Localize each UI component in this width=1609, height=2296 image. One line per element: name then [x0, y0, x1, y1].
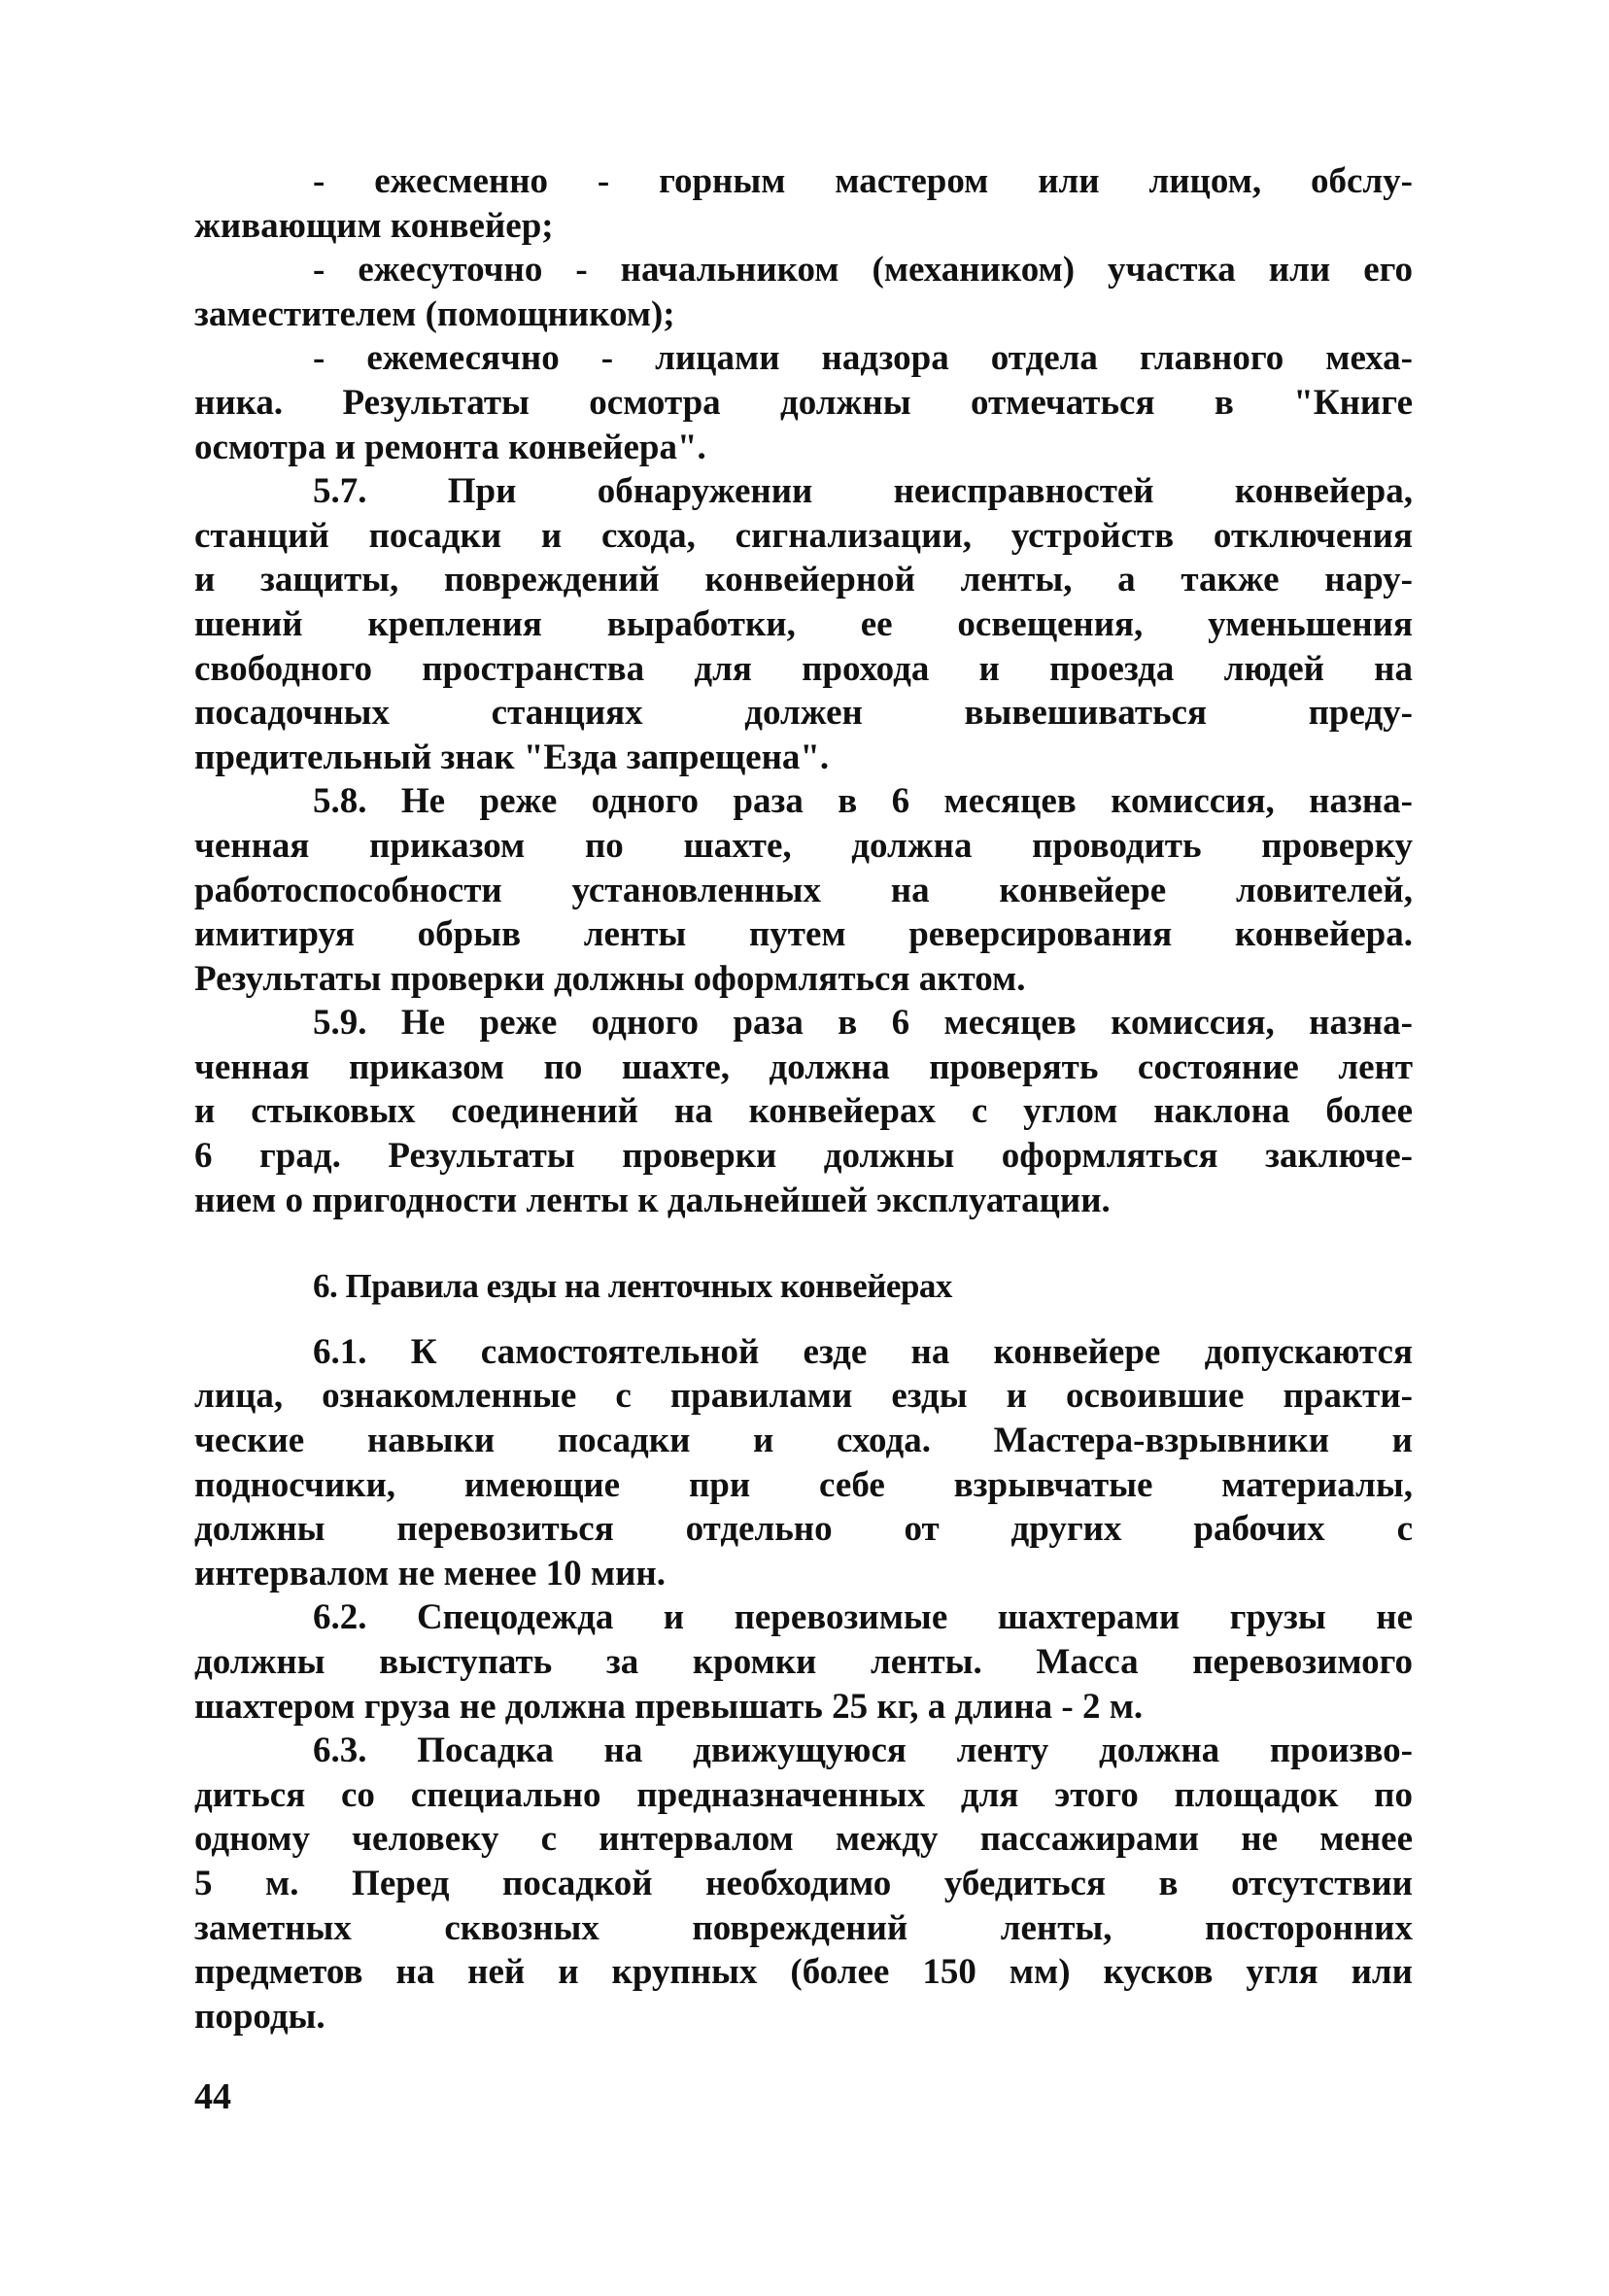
text-line: живающим конвейер; [194, 205, 554, 246]
text-line: Результаты проверки должны оформляться актом. [194, 958, 1026, 999]
text-line: 5 м. Перед посадкой необходимо убедиться в отсутствии [194, 1863, 1413, 1903]
text-line: 6.2. Спецодежда и перевозимые шахтерами грузы не [313, 1597, 1413, 1638]
text-line: нием о пригодности ленты к дальнейшей эксплуатации. [194, 1180, 1111, 1220]
paragraph [194, 779, 1413, 1001]
text-line: интервалом не менее 10 мин. [194, 1553, 666, 1593]
text-line: и защиты, повреждений конвейерной ленты, а также нару- [194, 560, 1413, 600]
text-line: свободного пространства для прохода и проезда людей на [194, 648, 1413, 689]
section-heading: 6. Правила езды на ленточных конвейерах [313, 1267, 952, 1306]
text-line: осмотра и ремонта конвейера". [194, 427, 706, 467]
paragraph [194, 336, 1413, 469]
text-line: одному человеку с интервалом между пассажирами не менее [194, 1819, 1413, 1860]
section-6-paragraphs [194, 1330, 1413, 2039]
paragraphs-before-section [194, 159, 1413, 1222]
text-line: подносчики, имеющие при себе взрывчатые материалы, [194, 1464, 1413, 1505]
text-line: ника. Результаты осмотра должны отмечаться в "Книге [194, 382, 1413, 423]
paragraph [194, 469, 1413, 779]
text-line: должны выступать за кромки ленты. Масса перевозимого [194, 1642, 1413, 1682]
text-line: 6.3. Посадка на движущуюся ленту должна произво- [313, 1731, 1413, 1771]
text-line: станций посадки и схода, сигнализации, устройств отключения [194, 515, 1413, 556]
text-line: лица, ознакомленные с правилами езды и освоившие практи- [194, 1376, 1413, 1417]
text-line: 6 град. Результаты проверки должны оформляться заключе- [194, 1136, 1413, 1177]
paragraph [194, 1330, 1413, 1596]
text-line: шахтером груза не должна превышать 25 кг, а длина - 2 м. [194, 1686, 1144, 1727]
document-page [194, 159, 1413, 2120]
page-number: 44 [194, 2076, 231, 2118]
text-line: 5.7. При обнаружении неисправностей конвейера, [313, 471, 1413, 512]
text-line: имитируя обрыв ленты путем реверсирования конвейера. [194, 914, 1413, 955]
paragraph [194, 1001, 1413, 1222]
text-line: заметных сквозных повреждений ленты, посторонних [194, 1907, 1413, 1948]
paragraph [194, 1595, 1413, 1729]
text-line: посадочных станциях должен вывешиваться преду- [194, 693, 1413, 734]
text-line: ченная приказом по шахте, должна проверять состояние лент [194, 1046, 1413, 1087]
text-line: породы. [194, 1996, 325, 2037]
text-line: и стыковых соединений на конвейерах с углом наклона более [194, 1091, 1413, 1132]
text-line: ческие навыки посадки и схода. Мастера-взрывники и [194, 1421, 1413, 1461]
text-line: 5.8. Не реже одного раза в 6 месяцев комиссия, назна- [313, 781, 1413, 822]
text-line: предметов на ней и крупных (более 150 мм) кусков угля или [194, 1952, 1413, 1993]
paragraph [194, 1729, 1413, 2039]
text-line: 5.9. Не реже одного раза в 6 месяцев комиссия, назна- [313, 1003, 1413, 1044]
text-line: должны перевозиться отдельно от других рабочих с [194, 1509, 1413, 1550]
text-line: - ежесменно - горным мастером или лицом, обслу- [313, 161, 1413, 201]
text-line: - ежемесячно - лицами надзора отдела главного меха- [313, 338, 1413, 379]
text-line: предительный знак "Езда запрещена". [194, 737, 830, 777]
text-line: работоспособности установленных на конвейере ловителей, [194, 870, 1413, 910]
text-line: шений крепления выработки, ее освещения, уменьшения [194, 603, 1413, 644]
text-line: ченная приказом по шахте, должна проводить проверку [194, 825, 1413, 866]
text-line: - ежесуточно - начальником (механиком) участка или его [313, 250, 1413, 291]
text-line: диться со специально предназначенных для этого площадок по [194, 1774, 1413, 1815]
paragraph [194, 248, 1413, 336]
text-line: 6.1. К самостоятельной езде на конвейере допускаются [313, 1331, 1413, 1372]
text-line: заместителем (помощником); [194, 293, 675, 334]
paragraph [194, 159, 1413, 248]
